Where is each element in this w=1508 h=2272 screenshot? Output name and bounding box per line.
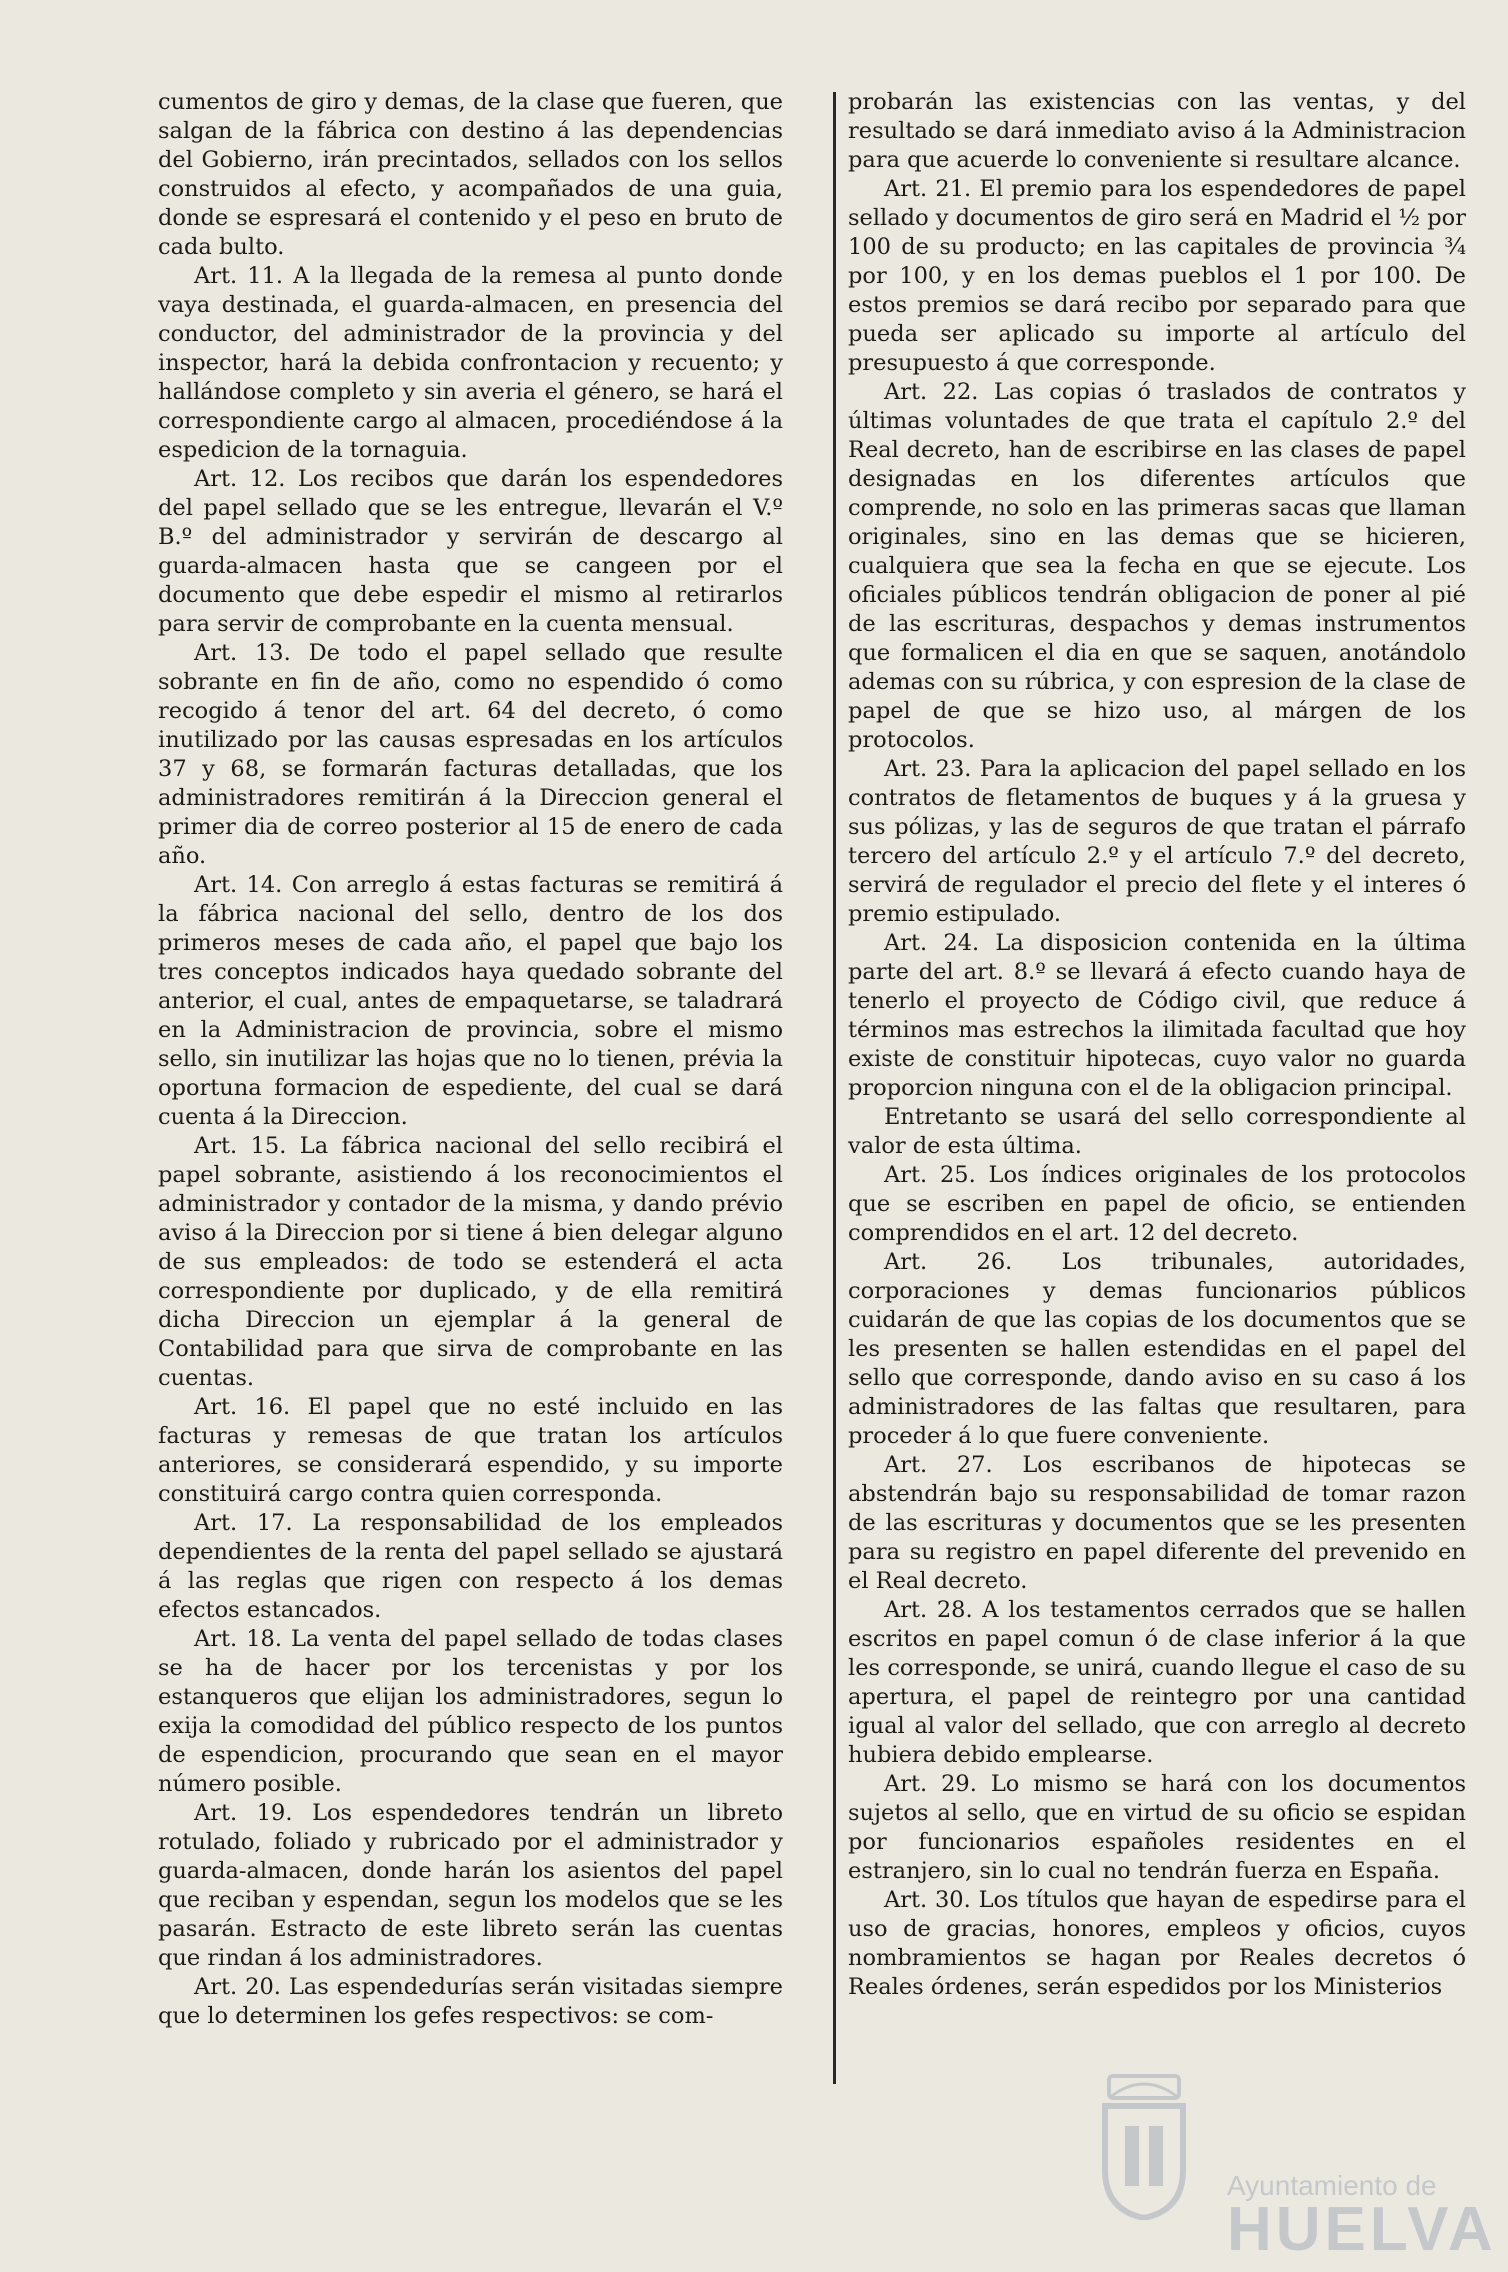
article-24: Art. 24. La disposicion contenida en la última parte del art. 8.º se llevará á efecto cuando haya de tenerlo el proyecto de Código civil, que reduce á términos mas estrechos la ilimitada facultad que hoy existe de constituir hipotecas, cuyo valor no guarda proporcion ninguna con el de la obligacion principal.: [848, 930, 1466, 1101]
article-22: Art. 22. Las copias ó traslados de contratos y últimas voluntades de que trata el capítulo 2.º del Real decreto, han de escribirse en las clases de papel designadas en los diferentes artículos que comprende, no solo en las primeras sacas que llaman originales, sino en las demas que se hicieren, cualquiera que sea la fecha en que se ejecute. Los oficiales públicos tendrán obligacion de poner al pié de las escrituras, despachos y demas instrumentos que formalicen el dia en que se saquen, anotándolo ademas con su rúbrica, y con espresion de la clase de papel de que se hizo uso, al márgen de los protocolos.: [848, 379, 1466, 753]
article-20: Art. 20. Las espendedurías serán visitadas siempre que lo determinen los gefes respectivos: se com-: [158, 1974, 783, 2029]
article-30: Art. 30. Los títulos que hayan de espedirse para el uso de gracias, honores, empleos y oficios, cuyos nombramientos se hagan por Reales decretos ó Reales órdenes, serán espedidos por los Ministerios: [848, 1887, 1466, 2000]
paragraph: cumentos de giro y demas, de la clase que fueren, que salgan de la fábrica con destino á las dependencias del Gobierno, irán precintados, sellados con los sellos construidos al efecto, y acompañados de una guia, donde se espresará el contenido y el peso en bruto de cada bulto.: [158, 89, 783, 260]
paragraph: Entretanto se usará del sello correspondiente al valor de esta última.: [848, 1104, 1466, 1159]
article-26: Art. 26. Los tribunales, autoridades, corporaciones y demas funcionarios públicos cuidarán de que las copias de los documentos que se les presenten se hallen estendidas en el papel del sello que corresponde, dando aviso en su caso á los administradores de las faltas que resultaren, para proceder á lo que fuere conveniente.: [848, 1249, 1466, 1449]
article-27: Art. 27. Los escribanos de hipotecas se abstendrán bajo su responsabilidad de tomar razon de las escrituras y documentos que se les presenten para su registro en papel diferente del prevenido en el Real decreto.: [848, 1452, 1466, 1594]
article-28: Art. 28. A los testamentos cerrados que se hallen escritos en papel comun ó de clase inferior á la que les corresponde, se unirá, cuando llegue el caso de su apertura, el papel de reintegro por una cantidad igual al valor del sellado, que con arreglo al decreto hubiera debido emplearse.: [848, 1597, 1466, 1768]
article-29: Art. 29. Lo mismo se hará con los documentos sujetos al sello, que en virtud de su oficio se espidan por funcionarios españoles residentes en el estranjero, sin lo cual no tendrán fuerza en España.: [848, 1771, 1466, 1884]
article-21: Art. 21. El premio para los espendedores de papel sellado y documentos de giro será en Madrid el ½ por 100 de su producto; en las capitales de provincia ¾ por 100, y en los demas pueblos el 1 por 100. De estos premios se dará recibo por separado para que pueda ser aplicado su importe al artículo del presupuesto á que corresponde.: [848, 176, 1466, 376]
watermark: [1095, 2070, 1497, 2264]
left-column: [158, 88, 783, 2031]
article-17: Art. 17. La responsabilidad de los empleados dependientes de la renta del papel sellado se ajustará á las reglas que rigen con respecto á los demas efectos estancados.: [158, 1510, 783, 1623]
article-25: Art. 25. Los índices originales de los protocolos que se escriben en papel de oficio, se entienden comprendidos en el art. 12 del decreto.: [848, 1162, 1466, 1246]
article-13: Art. 13. De todo el papel sellado que resulte sobrante en fin de año, como no espendido ó como recogido á tenor del art. 64 del decreto, ó como inutilizado por las causas espresadas en los artículos 37 y 68, se formarán facturas detalladas, que los administradores remitirán á la Direccion general el primer dia de correo posterior al 15 de enero de cada año.: [158, 640, 783, 869]
article-23: Art. 23. Para la aplicacion del papel sellado en los contratos de fletamentos de buques y á la gruesa y sus pólizas, y las de seguros de que tratan el párrafo tercero del artículo 2.º y el artículo 7.º del decreto, servirá de regulador el precio del flete y el interes ó premio estipulado.: [848, 756, 1466, 927]
watermark-line2: HUELVA: [1227, 2195, 1497, 2264]
watermark-line1: Ayuntamiento de: [1227, 2170, 1437, 2201]
article-19: Art. 19. Los espendedores tendrán un libreto rotulado, foliado y rubricado por el administrador y guarda-almacen, donde harán los asientos del papel que reciban y espendan, segun los modelos que se les pasarán. Estracto de este libreto serán las cuentas que rindan á los administradores.: [158, 1800, 783, 1971]
article-14: Art. 14. Con arreglo á estas facturas se remitirá á la fábrica nacional del sello, dentro de los dos primeros meses de cada año, el papel que bajo los tres conceptos indicados haya quedado sobrante del anterior, el cual, antes de empaquetarse, se taladrará en la Administracion de provincia, sobre el mismo sello, sin inutilizar las hojas que no lo tienen, prévia la oportuna formacion de espediente, del cual se dará cuenta á la Direccion.: [158, 872, 783, 1130]
column-divider: [833, 92, 836, 2084]
article-18: Art. 18. La venta del papel sellado de todas clases se ha de hacer por los tercenistas y por los estanqueros que elijan los administradores, segun lo exija la comodidad del público respecto de los puntos de espendicion, procurando que sean en el mayor número posible.: [158, 1626, 783, 1797]
article-15: Art. 15. La fábrica nacional del sello recibirá el papel sobrante, asistiendo á los reconocimientos el administrador y contador de la misma, y dando prévio aviso á la Direccion por si tiene á bien delegar alguno de sus empleados: de todo se estenderá el acta correspondiente por duplicado, y de ella remitirá dicha Direccion un ejemplar á la general de Contabilidad para que sirva de comprobante en las cuentas.: [158, 1133, 783, 1391]
paragraph: probarán las existencias con las ventas, y del resultado se dará inmediato aviso á la Administracion para que acuerde lo conveniente si resultare alcance.: [848, 89, 1466, 173]
article-11: Art. 11. A la llegada de la remesa al punto donde vaya destinada, el guarda-almacen, en presencia del conductor, del administrador de la provincia y del inspector, hará la debida confrontacion y recuento; y hallándose completo y sin averia el género, se hará el correspondiente cargo al almacen, procediéndose á la espedicion de la tornaguia.: [158, 263, 783, 463]
article-16: Art. 16. El papel que no esté incluido en las facturas y remesas de que tratan los artículos anteriores, se considerará espendido, y su importe constituirá cargo contra quien corresponda.: [158, 1394, 783, 1507]
article-12: Art. 12. Los recibos que darán los espendedores del papel sellado que se les entregue, llevarán el V.º B.º del administrador y servirán de descargo al guarda-almacen hasta que se cangeen por el documento que debe espedir el mismo al retirarlos para servir de comprobante en la cuenta mensual.: [158, 466, 783, 637]
right-column: [848, 88, 1466, 2002]
crest-icon: [1095, 2070, 1193, 2220]
